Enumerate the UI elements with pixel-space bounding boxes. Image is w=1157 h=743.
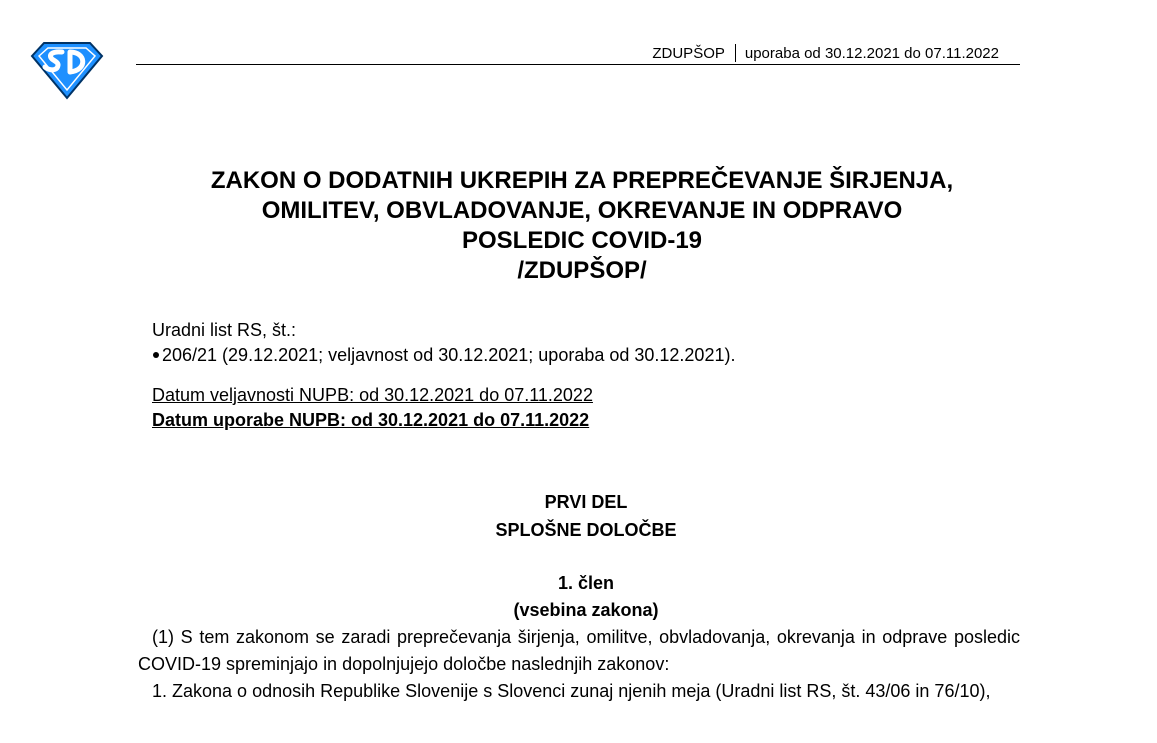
header-usage-dates: uporaba od 30.12.2021 do 07.11.2022: [744, 44, 999, 62]
section-heading: [0, 488, 1157, 544]
gazette-entry: [152, 343, 735, 368]
paragraph-1: (1) S tem zakonom se zaradi preprečevanja širjenja, omilitve, obvladovanja, okrevanja in odprave posledic COVID-19 spreminjajo in dopolnjujejo določbe naslednjih zakonov:: [138, 627, 1020, 674]
header-separator: [735, 44, 736, 62]
article-subtitle: (vsebina zakona): [513, 600, 659, 620]
nupb-dates: [152, 383, 593, 433]
law-title-line-2: OMILITEV, OBVLADOVANJE, OKREVANJE IN ODPRAVO: [261, 197, 903, 224]
gazette-entry-text: 206/21 (29.12.2021; veljavnost od 30.12.2021; uporaba od 30.12.2021).: [162, 345, 736, 365]
law-title-line-1: ZAKON O DODATNIH UKREPIH ZA PREPREČEVANJE ŠIRJENJA,: [210, 167, 954, 194]
header-abbreviation: ZDUPŠOP: [652, 44, 725, 62]
section-name: SPLOŠNE DOLOČBE: [495, 520, 677, 540]
article-body: [138, 624, 1020, 705]
article-number: 1. člen: [557, 573, 615, 593]
gazette-references: [152, 318, 735, 368]
usage-date: Datum uporabe NUPB: od 30.12.2021 do 07.11.2022: [152, 410, 590, 430]
validity-date: Datum veljavnosti NUPB: od 30.12.2021 do 07.11.2022: [152, 385, 593, 405]
article-heading: [0, 570, 1157, 624]
sd-diamond-logo-icon: [30, 40, 104, 100]
running-header: [652, 44, 999, 62]
bullet-icon: [153, 352, 159, 358]
law-title: [0, 166, 1157, 286]
law-abbreviation: /ZDUPŠOP/: [517, 257, 647, 284]
header-rule: [136, 64, 1020, 65]
paragraph-2: 1. Zakona o odnosih Republike Slovenije s Slovenci zunaj njenih meja (Uradni list RS, št. 43/06 in 76/10),: [152, 681, 991, 701]
section-part: PRVI DEL: [544, 492, 628, 512]
gazette-label: Uradni list RS, št.:: [152, 320, 297, 340]
law-title-line-3: POSLEDIC COVID-19: [461, 227, 703, 254]
